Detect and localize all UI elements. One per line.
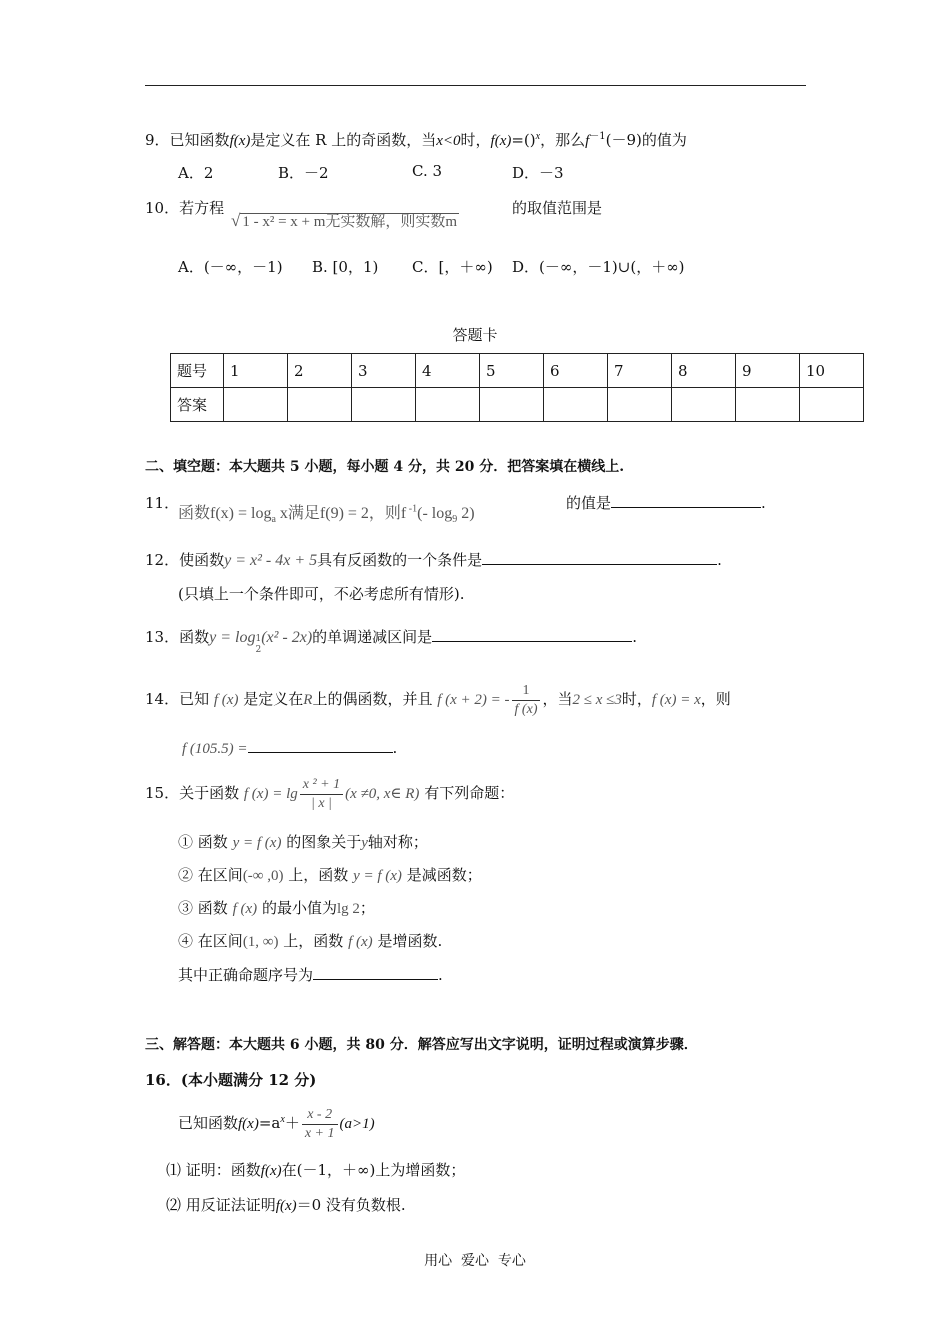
q11-answer-blank[interactable] [611, 493, 761, 508]
table-cell: 4 [416, 354, 480, 388]
q14-t1: 是定义在 [243, 690, 304, 708]
q13-answer-blank[interactable] [432, 627, 632, 642]
q13-base-num: 1 [255, 634, 262, 644]
table-cell: 1 [224, 354, 288, 388]
q15-item-math: lg 2 [336, 901, 360, 917]
q14-R: R [303, 692, 313, 708]
q9-option-b: B．－2 [278, 164, 329, 182]
q10-option-a: A．(－∞，－1) [178, 258, 283, 276]
table-cell: 7 [608, 354, 672, 388]
q10-lead: 若方程 [179, 199, 225, 217]
q9-finv-exp: －1 [589, 131, 606, 142]
q15-item-math: y = f (x) [353, 868, 402, 884]
q15-frac-den: | x | [310, 795, 332, 811]
q15-item-3 [178, 897, 375, 918]
q16-cond: (a>1) [339, 1116, 375, 1132]
q14-range: 2 ≤ x ≤3 [572, 692, 622, 708]
q15-item-text: 的最小值为 [261, 899, 337, 917]
q10-option-d: D．(－∞，－1)∪(，＋∞) [512, 258, 685, 276]
q14-t3: ，当 [542, 690, 573, 708]
q9-option-d: D．－3 [512, 164, 564, 182]
q15-item-marker: ① [178, 833, 194, 851]
q9-text-d: ，那么 [540, 131, 586, 149]
q10-option-b: B. [0，1) [312, 258, 379, 276]
q15-answer-blank[interactable] [313, 965, 438, 980]
q15-item-math: (-∞ ,0) [242, 868, 284, 884]
q15-item-text: 上，函数 [288, 866, 349, 884]
q15-item-text: 的图象关于 [286, 833, 362, 851]
q11-end: . [761, 494, 766, 512]
q14-t4: 时， [621, 690, 652, 708]
q11-exp: -1 [406, 503, 418, 515]
question-12 [145, 549, 722, 570]
q15-fraction [300, 776, 343, 813]
q11-formula [178, 500, 475, 525]
q15-tail: 有下列命题： [424, 784, 515, 802]
q15-f: f (x) = lg [243, 786, 298, 802]
q12-note: (只填上一个条件即可，不必考虑所有情形). [178, 585, 465, 603]
q11-tail-text: 的值是 [566, 494, 612, 512]
q15-item-math: (1, ∞) [242, 934, 279, 950]
q10-formula [231, 210, 459, 231]
section-2-header: 二、填空题：本大题共 5 小题，每小题 4 分，共 20 分．把答案填在横线上. [145, 459, 625, 475]
q11-formula-b: x满足f(9) = 2，则f [275, 505, 407, 522]
q16-p2-fx: f(x) [275, 1198, 297, 1214]
q9-arg: (－9)的值为 [605, 131, 687, 149]
q15-item-text: 在区间 [197, 932, 243, 950]
q15-item-text: 上，函数 [283, 932, 344, 950]
q15-item-marker: ② [178, 866, 194, 884]
q16-lead: 已知函数 [178, 1114, 239, 1132]
q10-option-c: C．[，＋∞) [412, 258, 493, 276]
q14-line2 [182, 738, 397, 758]
q14-f3: f (x) = x [651, 692, 701, 708]
table-cell: 10 [800, 354, 864, 388]
q12-answer-blank[interactable] [482, 550, 717, 565]
q12-lead: 使函数 [179, 551, 225, 569]
q14-frac-num: 1 [512, 682, 541, 701]
q15-item-math: y = f (x) [232, 835, 282, 851]
answer-cell[interactable] [352, 388, 416, 422]
q15-item-marker: ③ [178, 899, 194, 917]
answer-card-table [170, 353, 864, 422]
answer-cell[interactable] [672, 388, 736, 422]
q13-formula-a: y = log [209, 629, 256, 646]
q11-tail [566, 492, 766, 513]
q15-item-text: 是减函数； [406, 866, 482, 884]
question-14 [145, 678, 731, 721]
table-row [171, 388, 864, 422]
q15-item-math: f (x) [232, 901, 258, 917]
answer-cell[interactable] [608, 388, 672, 422]
q15-number: 15． [145, 784, 180, 802]
table-row [171, 354, 864, 388]
q14-t5: ，则 [700, 690, 731, 708]
row-label-number: 题号 [171, 354, 224, 388]
page-footer: 用心 爱心 专心 [424, 1253, 526, 1269]
q16-p2-tail: ＝0 没有负数根. [296, 1196, 406, 1214]
question-10 [145, 197, 224, 218]
section-3-header: 三、解答题：本大题共 6 小题，共 80 分．解答应写出文字说明，证明过程或演算步骤． [145, 1037, 698, 1053]
q16-frac-den: x + 1 [304, 1125, 335, 1141]
q13-number: 13． [145, 628, 180, 646]
q15-end: . [438, 966, 443, 984]
q16-fraction [302, 1106, 338, 1143]
q14-f2: f (x + 2) = - [437, 692, 510, 708]
q14-f1: f (x) [213, 692, 239, 708]
q16-function [178, 1098, 375, 1146]
answer-cell[interactable] [736, 388, 800, 422]
table-cell: 3 [352, 354, 416, 388]
q16-part-1 [166, 1159, 465, 1180]
q16-eq: =a [258, 1114, 281, 1132]
q14-lead: 已知 [179, 690, 210, 708]
q11-formula-c: (- log [417, 505, 453, 522]
q11-formula-d: 2) [457, 505, 475, 522]
q16-title: 16．(本小题满分 12 分) [145, 1071, 317, 1089]
question-13 [145, 626, 637, 656]
q15-item-text: 是增函数. [377, 932, 443, 950]
question-9 [145, 127, 687, 150]
top-rule [145, 85, 806, 86]
q16-p1-lead: ⑴ 证明：函数 [166, 1161, 261, 1179]
answer-cell[interactable] [224, 388, 288, 422]
q15-item-marker: ④ [178, 932, 194, 950]
answer-cell[interactable] [800, 388, 864, 422]
q15-item-math: f (x) [348, 934, 373, 950]
q9-option-a: A．2 [178, 164, 214, 182]
table-cell: 8 [672, 354, 736, 388]
q16-frac-num: x - 2 [302, 1106, 338, 1125]
q9-number: 9． [145, 131, 170, 149]
answer-cell[interactable] [544, 388, 608, 422]
q9-eq: =() [511, 131, 536, 149]
q14-end: . [392, 739, 398, 757]
q11-sub-a: a [271, 514, 276, 526]
q9-text-c: 时， [460, 131, 491, 149]
q15-lead: 关于函数 [179, 784, 240, 802]
q15-item-math: y [361, 835, 368, 851]
q15-item-text: ； [359, 899, 375, 917]
q15-final [178, 964, 443, 985]
q15-item-text: 函数 [197, 899, 228, 917]
q15-item-text: 轴对称； [367, 833, 428, 851]
q15-item-text: 函数 [197, 833, 228, 851]
q13-formula-b: (x² - 2x) [261, 629, 313, 646]
q10-number: 10． [145, 199, 180, 217]
q14-answer-blank[interactable] [248, 738, 393, 753]
q11-number: 11． [145, 494, 180, 512]
table-cell: 2 [288, 354, 352, 388]
q9-finv: f [585, 133, 590, 149]
q15-item-text: 在区间 [197, 866, 243, 884]
q14-t2: 上的偶函数，并且 [312, 690, 433, 708]
q13-tail: 的单调递减区间是 [312, 628, 433, 646]
table-cell: 6 [544, 354, 608, 388]
q9-fx2: f(x) [490, 133, 512, 149]
q16-fx: f(x) [238, 1116, 259, 1132]
q15-final-text: 其中正确命题序号为 [178, 966, 314, 984]
sqrt-icon: √ [231, 211, 241, 230]
q15-cond: (x ≠0, x∈ R) [345, 786, 420, 802]
q9-cond: x<0 [436, 133, 461, 149]
q15-item-4 [178, 930, 442, 951]
q12-end: . [717, 551, 722, 569]
q12-tail: 具有反函数的一个条件是 [317, 551, 483, 569]
q12-formula: y = x² - 4x + 5 [224, 552, 318, 569]
q11-formula-a: 函数f(x) = log [178, 505, 272, 522]
answer-cell[interactable] [480, 388, 544, 422]
q15-item-2 [178, 864, 482, 885]
q16-p1-tail: 在(－1，＋∞)上为增函数； [281, 1161, 466, 1179]
q14-fraction [512, 682, 541, 719]
question-15 [145, 772, 514, 815]
q16-exp: x [280, 1114, 285, 1125]
table-cell: 5 [480, 354, 544, 388]
q16-part-2 [166, 1194, 406, 1215]
q12-number: 12． [145, 551, 180, 569]
q13-base-den: 2 [255, 645, 262, 655]
q9-fx: f(x) [229, 133, 251, 149]
answer-card-title: 答题卡 [452, 326, 498, 344]
q15-frac-num: x ² + 1 [300, 776, 343, 795]
answer-cell[interactable] [288, 388, 352, 422]
q9-option-c: C. 3 [412, 162, 443, 180]
q13-end: . [632, 628, 637, 646]
q16-p1-fx: f(x) [260, 1163, 282, 1179]
q14-f-value: f (105.5) = [182, 741, 248, 757]
q11-sub-9: 9 [452, 514, 458, 526]
q14-frac-den: f (x) [514, 701, 538, 717]
q10-tail: 的取值范围是 [512, 199, 603, 217]
q10-formula-text: 1 - x² = x + m无实数解，则实数m [242, 214, 458, 230]
q9-exp: x [535, 131, 541, 142]
q13-lead: 函数 [179, 628, 210, 646]
row-label-answer: 答案 [171, 388, 224, 422]
q16-p2-lead: ⑵ 用反证法证明 [166, 1196, 276, 1214]
table-cell: 9 [736, 354, 800, 388]
q16-plus: ＋ [284, 1114, 300, 1132]
q9-text-a: 已知函数 [169, 131, 230, 149]
q9-text-b: 是定义在 R 上的奇函数，当 [250, 131, 437, 149]
answer-cell[interactable] [416, 388, 480, 422]
q14-number: 14． [145, 690, 180, 708]
q15-item-1 [178, 831, 428, 852]
